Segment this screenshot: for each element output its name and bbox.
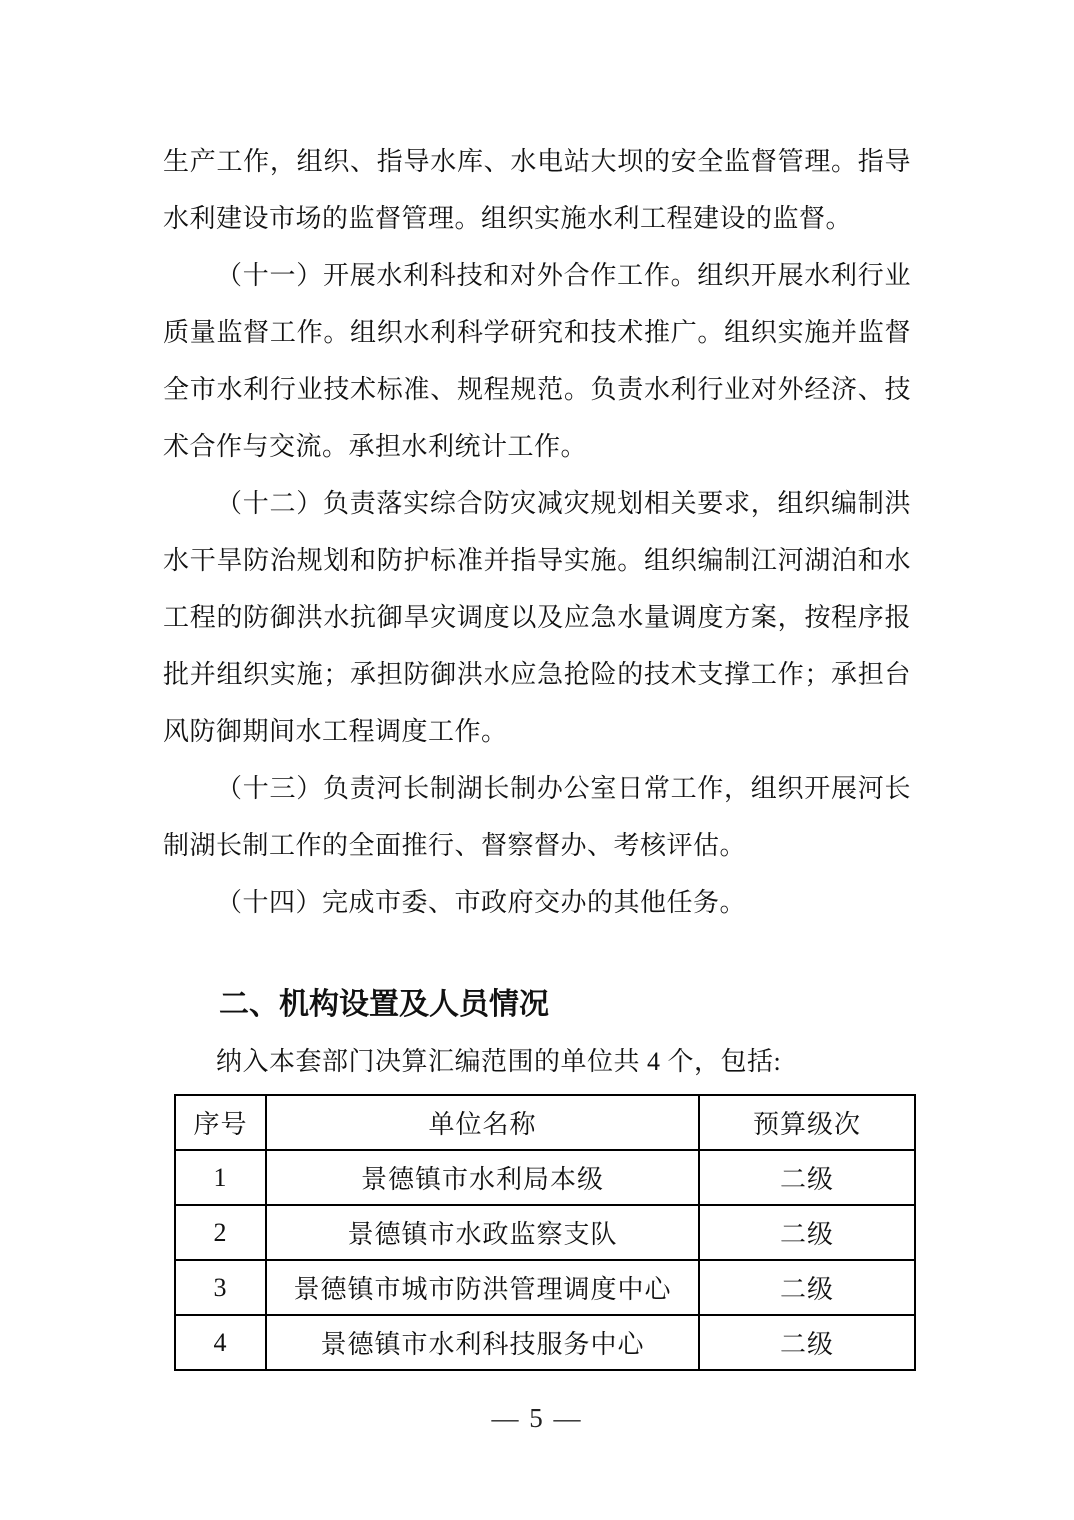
paragraph-item-14: （十四）完成市委、市政府交办的其他任务。 — [216, 888, 747, 917]
col-header-index: 序号 — [175, 1095, 266, 1150]
document-body — [163, 133, 911, 1371]
cell-unit-name: 景德镇市城市防洪管理调度中心 — [266, 1260, 699, 1315]
col-header-name: 单位名称 — [266, 1095, 699, 1150]
paragraph-continuation: 生产工作，组织、指导水库、水电站大坝的安全监督管理。指导水利建设市场的监督管理。组织实施水利工程建设的监督。 — [163, 147, 911, 233]
cell-index: 3 — [175, 1260, 266, 1315]
section-heading: 二、机构设置及人员情况 — [219, 988, 549, 1021]
page-number: — 5 — — [491, 1403, 583, 1433]
cell-budget-level: 二级 — [699, 1260, 915, 1315]
table-row — [175, 1150, 915, 1205]
cell-unit-name: 景德镇市水利科技服务中心 — [266, 1315, 699, 1370]
paragraph-item-11: （十一）开展水利科技和对外合作工作。组织开展水利行业质量监督工作。组织水利科学研究和技术推广。组织实施并监督全市水利行业技术标准、规程规范。负责水利行业对外经济、技术合作与交流。承担水利统计工作。 — [163, 261, 911, 461]
paragraph-item-12: （十二）负责落实综合防灾减灾规划相关要求，组织编制洪水干旱防治规划和防护标准并指导实施。组织编制江河湖泊和水工程的防御洪水抗御旱灾调度以及应急水量调度方案，按程序报批并组织实施；承担防御洪水应急抢险的技术支撑工作；承担台风防御期间水工程调度工作。 — [163, 489, 911, 746]
cell-index: 1 — [175, 1150, 266, 1205]
cell-budget-level: 二级 — [699, 1150, 915, 1205]
cell-index: 4 — [175, 1315, 266, 1370]
cell-index: 2 — [175, 1205, 266, 1260]
intro-line: 纳入本套部门决算汇编范围的单位共 4 个，包括: — [216, 1047, 782, 1076]
table-row — [175, 1205, 915, 1260]
table-row — [175, 1260, 915, 1315]
col-header-budget: 预算级次 — [699, 1095, 915, 1150]
cell-unit-name: 景德镇市水利局本级 — [266, 1150, 699, 1205]
units-table — [174, 1094, 916, 1371]
paragraph-item-13: （十三）负责河长制湖长制办公室日常工作，组织开展河长制湖长制工作的全面推行、督察督办、考核评估。 — [163, 774, 911, 860]
table-header-row — [175, 1095, 915, 1150]
cell-budget-level: 二级 — [699, 1205, 915, 1260]
cell-budget-level: 二级 — [699, 1315, 915, 1370]
table-row — [175, 1315, 915, 1370]
cell-unit-name: 景德镇市水政监察支队 — [266, 1205, 699, 1260]
